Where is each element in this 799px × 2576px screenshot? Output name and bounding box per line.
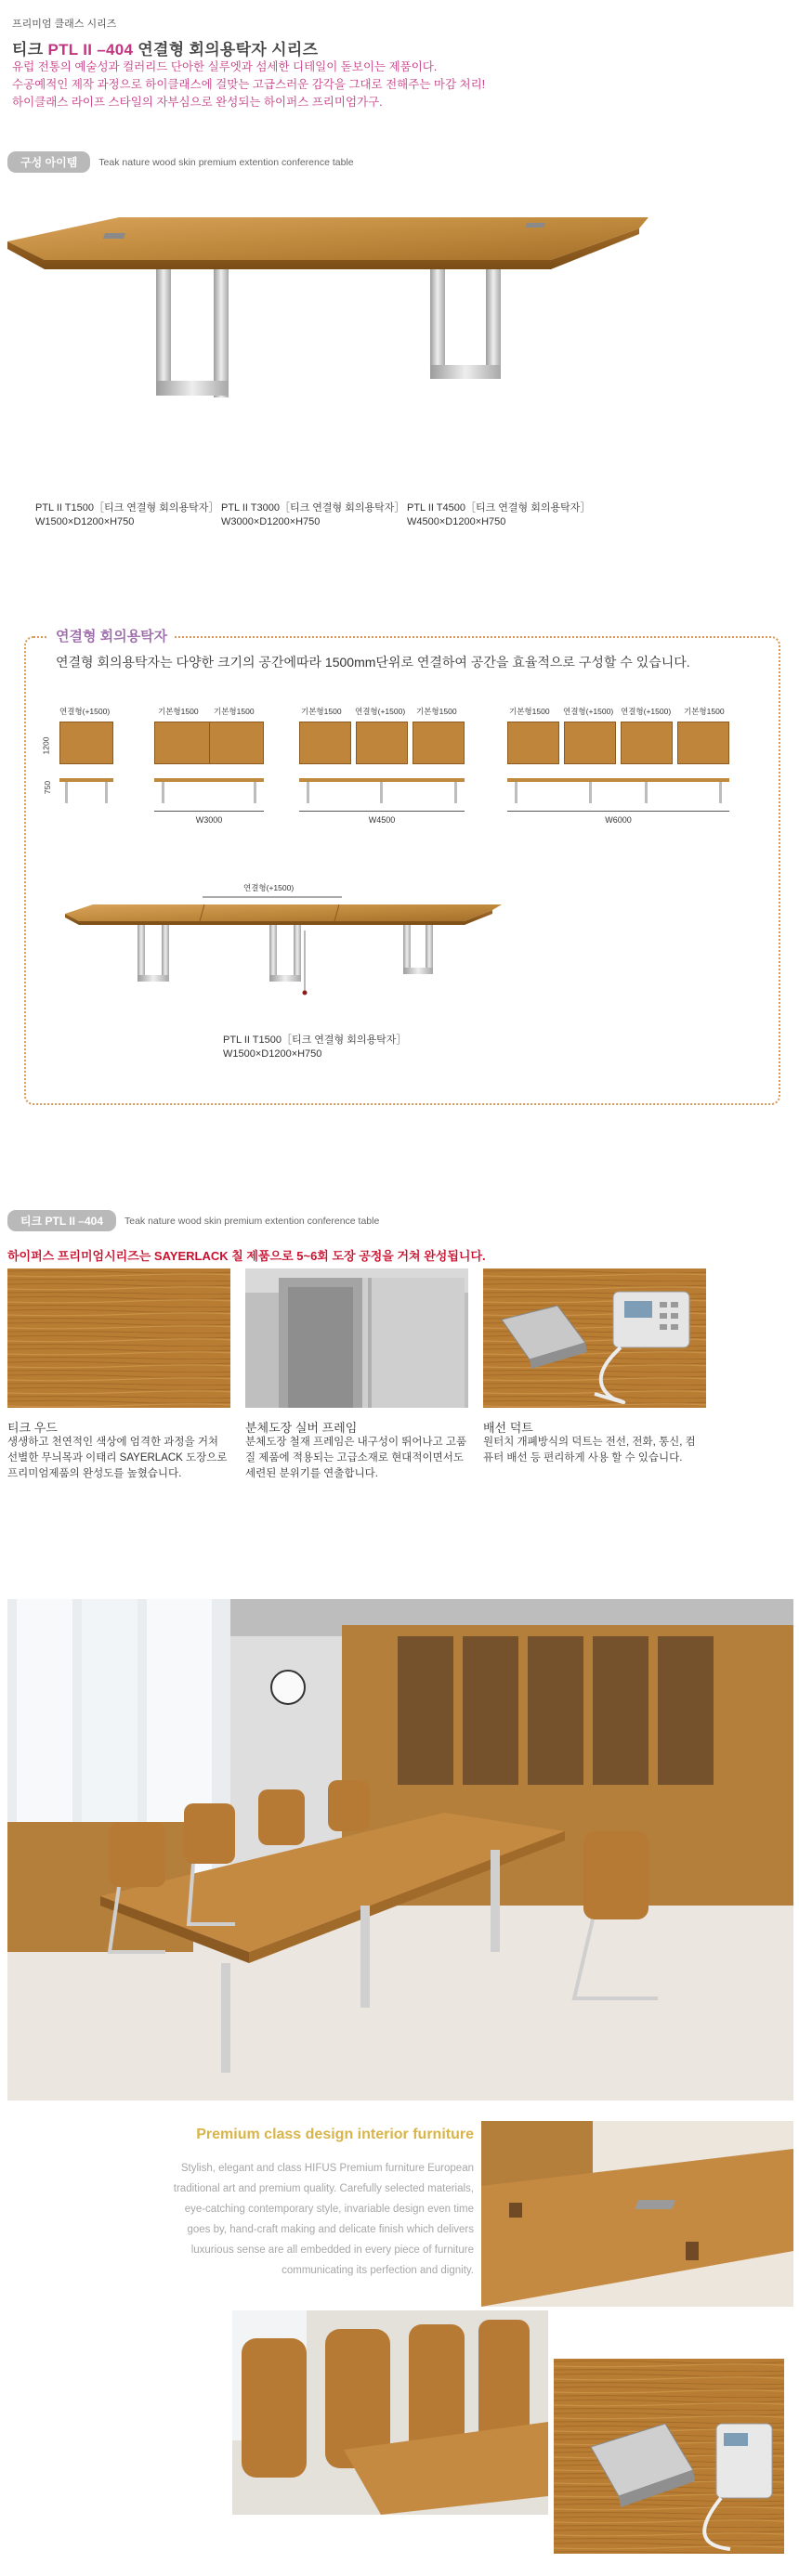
desc-line: 질 제품에 적용되는 고급소재로 현대적이면서도 xyxy=(245,1452,464,1464)
model-size: W1500×D1200×H750 xyxy=(35,516,135,527)
desc-line: 원터치 개폐방식의 덕트는 전선, 전화, 통신, 컴 xyxy=(483,1437,696,1448)
width-line xyxy=(299,811,465,812)
chairs-detail-photo xyxy=(232,2310,548,2515)
material-title-frame: 분체도장 실버 프레임 xyxy=(245,1421,358,1435)
module-plan xyxy=(299,722,351,764)
hero-table-image xyxy=(7,195,658,427)
promo-line: luxurious sense are all embedded in every piece of furniture xyxy=(190,2244,474,2256)
model-name: PTL II T4500［티크 연결형 회의용탁자］ xyxy=(407,502,591,514)
material-section-header xyxy=(7,1210,379,1231)
desc-line: 퓨터 배선 등 편리하게 사용 할 수 있습니다. xyxy=(483,1452,683,1464)
table-detail-photo xyxy=(481,2121,793,2307)
module-plan xyxy=(564,722,616,764)
module-plan xyxy=(677,722,729,764)
connected-model-caption xyxy=(223,1034,406,1061)
width-label: W4500 xyxy=(368,815,396,825)
elevation-leg xyxy=(380,782,383,803)
teak-wood-photo xyxy=(7,1268,230,1408)
promo-line: goes by, hand-craft making and delicate finish which delivers xyxy=(187,2224,474,2235)
width-label: W3000 xyxy=(195,815,223,825)
module-label: 기본형1500 xyxy=(416,707,457,716)
module-label: 기본형1500 xyxy=(158,707,199,716)
module-divider xyxy=(209,722,210,764)
module-label: 기본형1500 xyxy=(684,707,725,716)
combo-label: 연결형(+1500) xyxy=(243,883,295,892)
elevation-leg xyxy=(254,782,256,803)
material-desc-teak xyxy=(7,1435,227,1482)
intro-line: 수공예적인 제작 과정으로 하이클래스에 걸맞는 고급스러운 감각을 그대로 전해주는 마감 처리! xyxy=(12,78,486,91)
elevation-leg xyxy=(645,782,648,803)
dim-1200: 1200 xyxy=(41,736,51,755)
model-caption-t1500 xyxy=(35,501,218,529)
silver-frame-photo xyxy=(245,1268,468,1408)
connected-section-description: 연결형 회의용탁자는 다양한 크기의 공간에따라 1500mm단위로 연결하여 공간을 효율적으로 구성할 수 있습니다. xyxy=(56,655,690,670)
width-line xyxy=(507,811,729,812)
title-model: PTL II –404 xyxy=(47,41,134,59)
width-line xyxy=(154,811,264,812)
wire-duct-detail-photo xyxy=(554,2359,784,2554)
wire-duct-icon xyxy=(525,223,545,228)
width-label: W6000 xyxy=(605,815,632,825)
module-plan xyxy=(59,722,113,764)
material-pill: 티크 PTL II –404 xyxy=(7,1210,116,1231)
wire-duct-icon xyxy=(103,233,125,239)
desc-line: 세련된 분위기를 연출합니다. xyxy=(245,1468,378,1479)
module-label: 기본형1500 xyxy=(509,707,550,716)
elevation-leg xyxy=(454,782,457,803)
elevation-leg xyxy=(719,782,722,803)
module-plan xyxy=(413,722,465,764)
promo-text xyxy=(149,2158,474,2281)
model-caption-t4500 xyxy=(407,501,590,529)
module-label: 연결형(+1500) xyxy=(355,707,406,716)
page-title xyxy=(12,36,318,59)
intro-line: 유럽 전통의 예술성과 컬러리드 단아한 실루엣과 섬세한 디테일이 돋보이는 제품이다. xyxy=(12,60,438,73)
wire-duct-photo xyxy=(483,1268,706,1408)
component-section-header xyxy=(7,151,354,173)
promo-line: eye-catching contemporary style, invariable design even time xyxy=(184,2204,474,2215)
model-name: PTL II T1500［티크 연결형 회의용탁자］ xyxy=(35,502,219,514)
model-size: W4500×D1200×H750 xyxy=(407,516,506,527)
module-plan xyxy=(507,722,559,764)
elevation-leg xyxy=(105,782,108,803)
connected-section-title: 연결형 회의용탁자 xyxy=(48,626,175,645)
model-caption-t3000 xyxy=(221,501,404,529)
elevation-leg xyxy=(307,782,309,803)
elevation-leg xyxy=(65,782,68,803)
desc-line: 선별한 무늬목과 이태리 SAYERLACK 도장으로 xyxy=(7,1452,228,1464)
desc-line: 프리미엄제품의 완성도를 높혔습니다. xyxy=(7,1468,182,1479)
promo-line: traditional art and premium quality. Carefully selected materials, xyxy=(173,2183,474,2194)
material-headline: 하이퍼스 프리미엄시리즈는 SAYERLACK 칠 제품으로 5~6회 도장 공정을 거쳐 완성됩니다. xyxy=(7,1249,486,1263)
model-size: W1500×D1200×H750 xyxy=(223,1048,322,1060)
series-label: 프리미엄 클래스 시리즈 xyxy=(12,19,117,30)
module-label: 연결형(+1500) xyxy=(621,707,672,716)
desc-line: 분체도장 철재 프레임은 내구성이 뛰어나고 고품 xyxy=(245,1437,467,1448)
component-pill: 구성 아이템 xyxy=(7,151,90,173)
table-leg xyxy=(156,267,229,397)
module-label: 연결형(+1500) xyxy=(59,707,111,716)
material-title-teak: 티크 우드 xyxy=(7,1421,58,1435)
material-desc-frame xyxy=(245,1435,466,1482)
module-label: 기본형1500 xyxy=(301,707,342,716)
module-plan xyxy=(621,722,673,764)
module-label: 기본형1500 xyxy=(214,707,255,716)
promo-heading: Premium class design interior furniture xyxy=(196,2127,474,2142)
title-suffix: 연결형 회의용탁자 시리즈 xyxy=(133,41,319,59)
model-name: PTL II T3000［티크 연결형 회의용탁자］ xyxy=(221,502,405,514)
material-title-duct: 배선 덕트 xyxy=(483,1421,533,1435)
elevation-leg xyxy=(515,782,517,803)
module-plan xyxy=(356,722,408,764)
material-subtitle: Teak nature wood skin premium extention conference table xyxy=(124,1215,380,1227)
module-elevation xyxy=(507,778,729,782)
material-desc-duct xyxy=(483,1435,696,1466)
model-name: PTL II T1500［티크 연결형 회의용탁자］ xyxy=(223,1034,407,1046)
promo-line: Stylish, elegant and class HIFUS Premium furniture European xyxy=(180,2163,474,2174)
title-prefix: 티크 xyxy=(12,41,48,59)
module-label: 연결형(+1500) xyxy=(563,707,614,716)
desc-line: 생생하고 천연적인 색상에 엄격한 과정을 거쳐 xyxy=(7,1437,219,1448)
elevation-leg xyxy=(589,782,592,803)
intro-line: 하이클래스 라이프 스타일의 자부심으로 완성되는 하이퍼스 프리미엄가구. xyxy=(12,96,383,109)
model-size: W3000×D1200×H750 xyxy=(221,516,321,527)
module-elevation xyxy=(154,778,264,782)
intro-text xyxy=(12,59,485,111)
interior-room-photo xyxy=(7,1599,793,2101)
table-leg xyxy=(430,258,501,379)
promo-line: communicating its perfection and dignity. xyxy=(282,2265,474,2276)
dim-750: 750 xyxy=(43,780,53,795)
combined-table-image xyxy=(65,893,511,997)
component-subtitle: Teak nature wood skin premium extention conference table xyxy=(98,156,354,168)
elevation-leg xyxy=(162,782,164,803)
